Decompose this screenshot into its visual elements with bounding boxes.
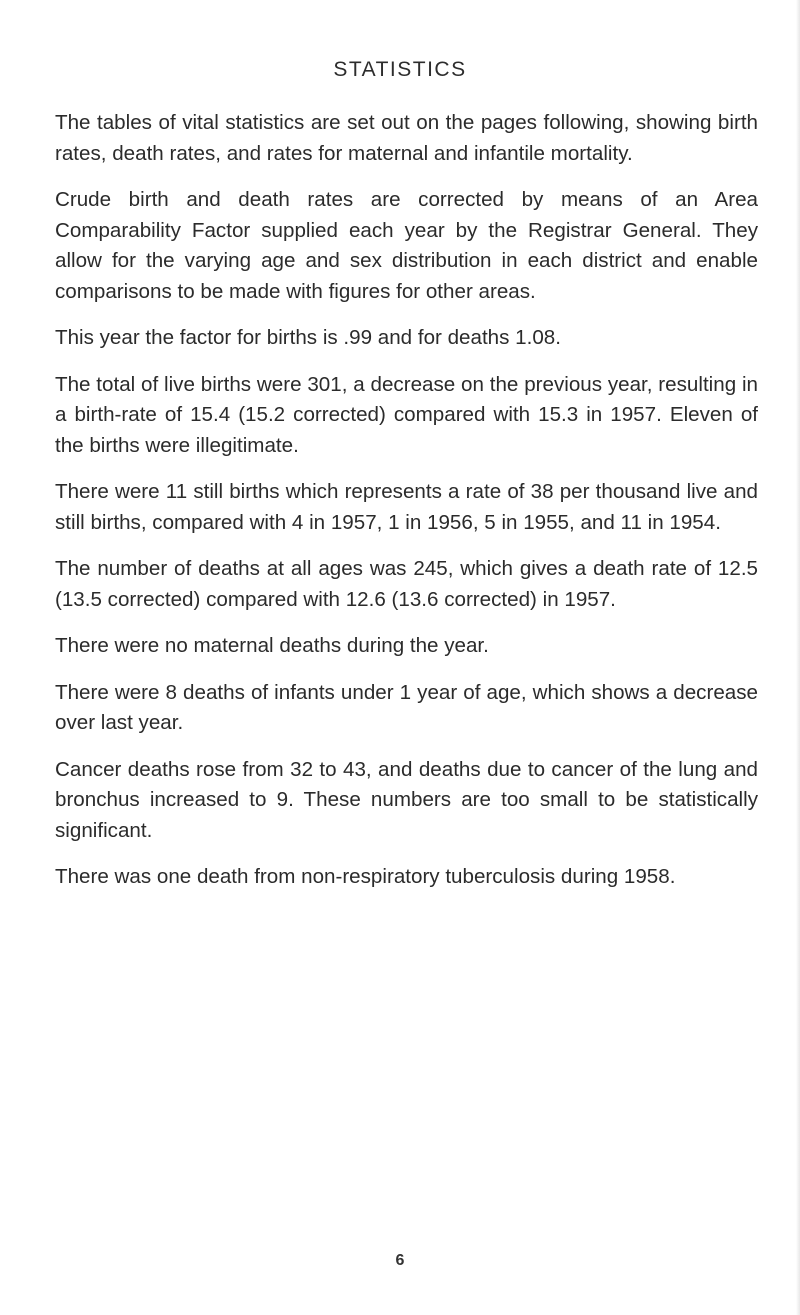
paragraph-deaths: The number of deaths at all ages was 245, which gives a death rate of 12.5 (13.5 corrected) compared with 12.6 (13.6 corrected) in 1957. <box>55 557 758 611</box>
paragraph-comparability-factor: Crude birth and death rates are corrected by means of an Area Comparability Factor supplied each year by the Registrar General. They allow for the varying age and sex distribution in each district and enable comparisons to be made with figures for other areas. <box>55 188 758 303</box>
paragraph-maternal-deaths: There were no maternal deaths during the year. <box>55 634 489 657</box>
paragraph-cancer-deaths: Cancer deaths rose from 32 to 43, and deaths due to cancer of the lung and bronchus increased to 9. These numbers are too small to be statistically significant. <box>55 757 758 842</box>
paragraph-infant-deaths: There were 8 deaths of infants under 1 year of age, which shows a decrease over last year. <box>55 680 758 734</box>
paragraph-tuberculosis: There was one death from non-respiratory tuberculosis during 1958. <box>55 865 676 888</box>
paragraph-factor-values: This year the factor for births is .99 and for deaths 1.08. <box>55 326 561 349</box>
paragraph-tables-intro: The tables of vital statistics are set out on the pages following, showing birth rates, death rates, and rates for maternal and infantile mortality. <box>55 111 758 165</box>
page-number: 6 <box>395 1252 405 1269</box>
page-title: STATISTICS <box>333 58 467 81</box>
paragraph-live-births: The total of live births were 301, a decrease on the previous year, resulting in a birth-rate of 15.4 (15.2 corrected) compared with 15.3 in 1957. Eleven of the births were illegitimate. <box>55 372 758 457</box>
body-text <box>55 108 758 909</box>
paragraph-still-births: There were 11 still births which represents a rate of 38 per thousand live and still births, compared with 4 in 1957, 1 in 1956, 5 in 1955, and 11 in 1954. <box>55 480 758 534</box>
page-edge-shadow <box>796 0 800 1315</box>
